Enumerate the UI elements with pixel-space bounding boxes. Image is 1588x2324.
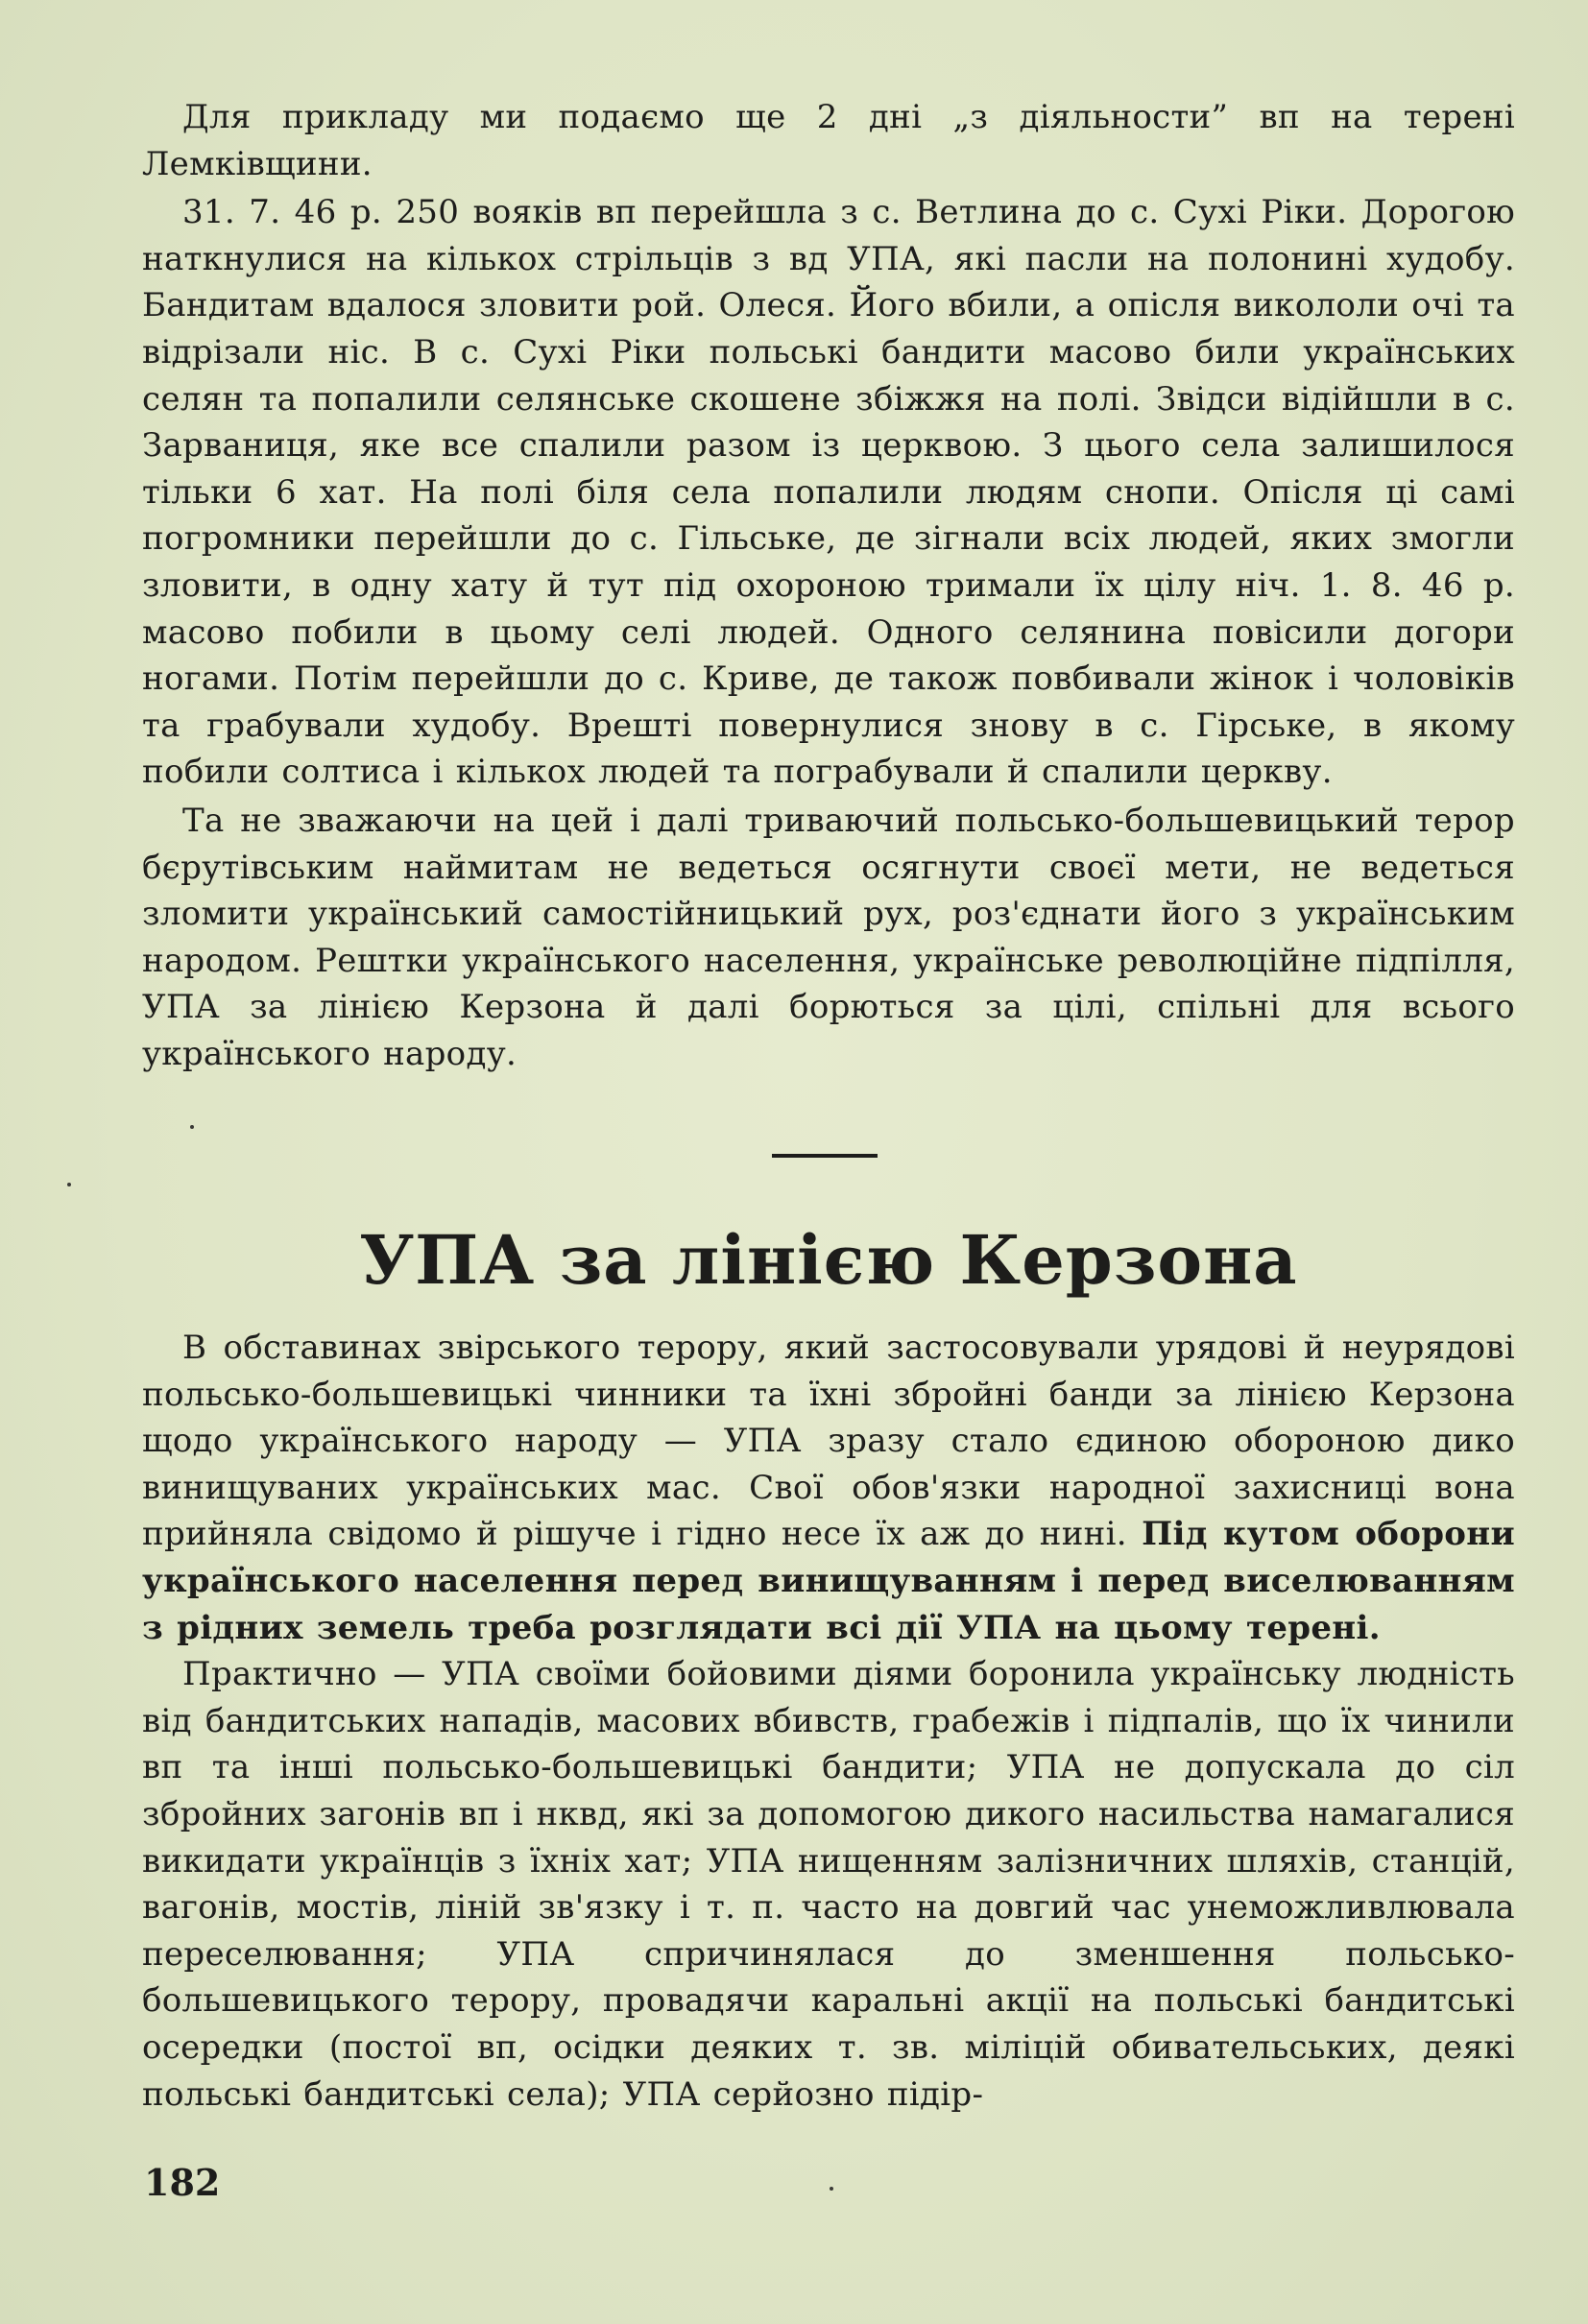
paragraph [142, 1325, 1515, 1651]
section-heading: УПА за лінією Керзона [359, 1220, 1298, 1300]
paragraph: Для прикладу ми подаємо ще 2 дні „з діяльности” вп на терені Лемківщини. [142, 98, 1515, 183]
text-block-top [142, 94, 1515, 1079]
text-block-bottom [142, 1325, 1515, 2118]
paragraph: Практично — УПА своїми бойовими діями боронила українську людність від бандитських нападів, масових вбивств, грабежів і підпалів, що їх чинили вп та інші польсько-большевицькі бандити; УПА не допускала до сіл збройних загонів вп і нквд, які за допомогою дикого насильства намагалися викидати українців з їхніх хат; УПА нищенням залізничних шляхів, станцій, вагонів, мостів, ліній зв'язку і т. п. часто на довгий час унеможливлювала переселювання; УПА спричинялася до зменшення польсько-большевицького терору, провадячи каральні акції на польські бандитські осередки (постої вп, осідки деяких т. зв. міліцій обивательських, деякі польські бандитські села); УПА серйозно підір- [142, 1655, 1515, 2114]
emphasized-text: Під кутом оборони українського населення перед винищуванням і перед виселюванням з рідних земель треба розглядати всі дії УПА на цьому терені. [142, 1515, 1515, 1647]
print-speck [830, 2187, 833, 2191]
page-number: 182 [144, 2161, 221, 2204]
paragraph: 31. 7. 46 р. 250 вояків вп перейшла з с. Ветлина до с. Сухі Ріки. Дорогою наткнулися на кількох стрільців з вд УПА, які пасли на полонині худобу. Бандитам вдалося зловити рой. Олеся. Його вбили, а опісля викололи очі та відрізали ніс. В с. Сухі Ріки польські бандити масово били українських селян та попалили селянське скошене збіжжя на полі. Звідси відійшли в с. Зарваниця, яке все спалили разом із церквою. З цього села залишилося тільки 6 хат. На полі біля села попалили людям снопи. Опісля ці самі погромники перейшли до с. Гільське, де зігнали всіх людей, яких змогли зловити, в одну хату й тут під охороною тримали їх цілу ніч. 1. 8. 46 р. масово побили в цьому селі людей. Одного селянина повісили догори ногами. Потім перейшли до с. Криве, де також повбивали жінок і чоловіків та грабували худобу. Врешті повернулися знову в с. Гірське, в якому побили солтиса і кількох людей та пограбували й спалили церкву. [142, 193, 1515, 792]
paragraph-text: В обставинах звірського терору, який застосовували урядові й неурядові польсько-большевицькі чинники та їхні збройні банди за лінією Керзона щодо українського народу — УПА зразу стало єдиною обороною дико винищуваних українських мас. Свої обов'язки народної захисниці вона прийняла свідомо й рішуче і гідно несе їх аж до нині. [142, 1329, 1515, 1554]
section-divider [772, 1154, 878, 1158]
print-speck [67, 1183, 71, 1186]
paragraph: Та не зважаючи на цей і далі триваючий польсько-большевицький терор бєрутівським наймитам не ведеться осягнути своєї мети, не ведеться зломити український самостійницький рух, роз'єднати його з українським народом. Рештки українського населення, українське революційне підпілля, УПА за лінією Керзона й далі борються за цілі, спільні для всього українського народу. [142, 801, 1515, 1073]
print-speck [190, 1125, 194, 1129]
